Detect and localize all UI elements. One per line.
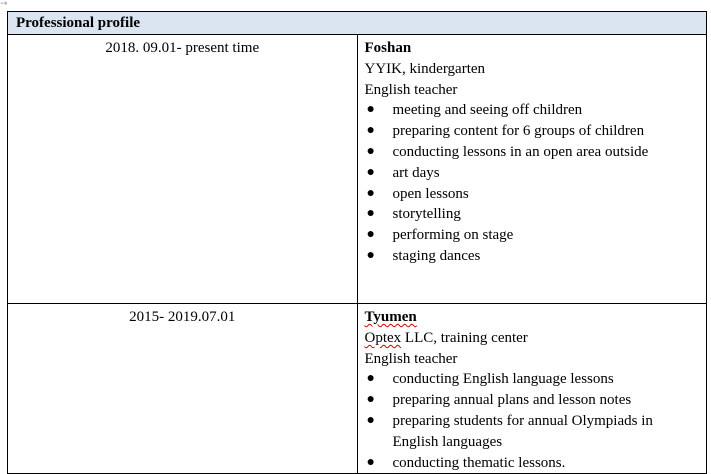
details-cell	[357, 304, 707, 474]
duties-list	[365, 369, 701, 473]
duty-text: meeting and seeing off children	[392, 102, 583, 119]
paragraph-mark-icon: →	[0, 0, 8, 9]
bullet-icon: ●	[366, 392, 375, 408]
bullet-icon: ●	[366, 102, 375, 118]
duties-list	[365, 100, 701, 266]
list-item	[365, 453, 701, 474]
section-title: Professional profile	[8, 12, 707, 35]
list-item	[365, 390, 701, 411]
professional-profile-table	[7, 11, 707, 474]
list-item	[365, 142, 701, 163]
duty-text: preparing annual plans and lesson notes	[392, 392, 632, 409]
position-title: English teacher	[364, 81, 458, 98]
duty-text: open lessons	[392, 185, 469, 202]
list-item	[365, 204, 701, 225]
organization-name: YYIK, kindergarten	[364, 60, 486, 77]
period-cell: 2018. 09.01- present time	[8, 35, 358, 304]
organization-name-rest: LLC, training center	[401, 329, 528, 346]
list-item	[365, 100, 701, 121]
place-name: Foshan	[364, 40, 412, 56]
duty-text: art days	[392, 164, 440, 181]
list-item	[365, 246, 701, 267]
list-item	[365, 121, 701, 142]
duty-text: preparing students for annual Olympiads in English languages	[392, 412, 653, 450]
duty-text: conducting lessons in an open area outside	[392, 143, 649, 160]
bullet-icon: ●	[366, 412, 375, 428]
bullet-icon: ●	[366, 143, 375, 159]
duty-text: conducting thematic lessons.	[392, 454, 566, 471]
place-name: Tyumen	[364, 309, 417, 325]
list-item	[365, 163, 701, 184]
bullet-icon: ●	[366, 227, 375, 243]
position-title: English teacher	[364, 350, 458, 367]
list-item	[365, 184, 701, 205]
bullet-icon: ●	[366, 206, 375, 222]
duty-text: performing on stage	[392, 227, 514, 244]
table-row	[8, 304, 707, 474]
details-cell	[357, 35, 707, 304]
bullet-icon: ●	[366, 371, 375, 387]
bullet-icon: ●	[366, 123, 375, 139]
bullet-icon: ●	[366, 164, 375, 180]
table-header-row	[8, 12, 707, 35]
list-item	[365, 225, 701, 246]
bullet-icon: ●	[366, 185, 375, 201]
table-row	[8, 35, 707, 304]
duty-text: storytelling	[392, 206, 461, 223]
bullet-icon: ●	[366, 247, 375, 263]
duty-text: conducting English language lessons	[392, 371, 614, 388]
duty-text: staging dances	[392, 247, 481, 264]
duty-text: preparing content for 6 groups of children	[392, 123, 645, 140]
period-cell: 2015- 2019.07.01	[8, 304, 358, 474]
bullet-icon: ●	[366, 454, 375, 470]
organization-name-misspelled: Optex	[364, 329, 402, 346]
list-item	[365, 369, 701, 390]
list-item	[365, 411, 701, 453]
organization-name	[365, 328, 701, 349]
